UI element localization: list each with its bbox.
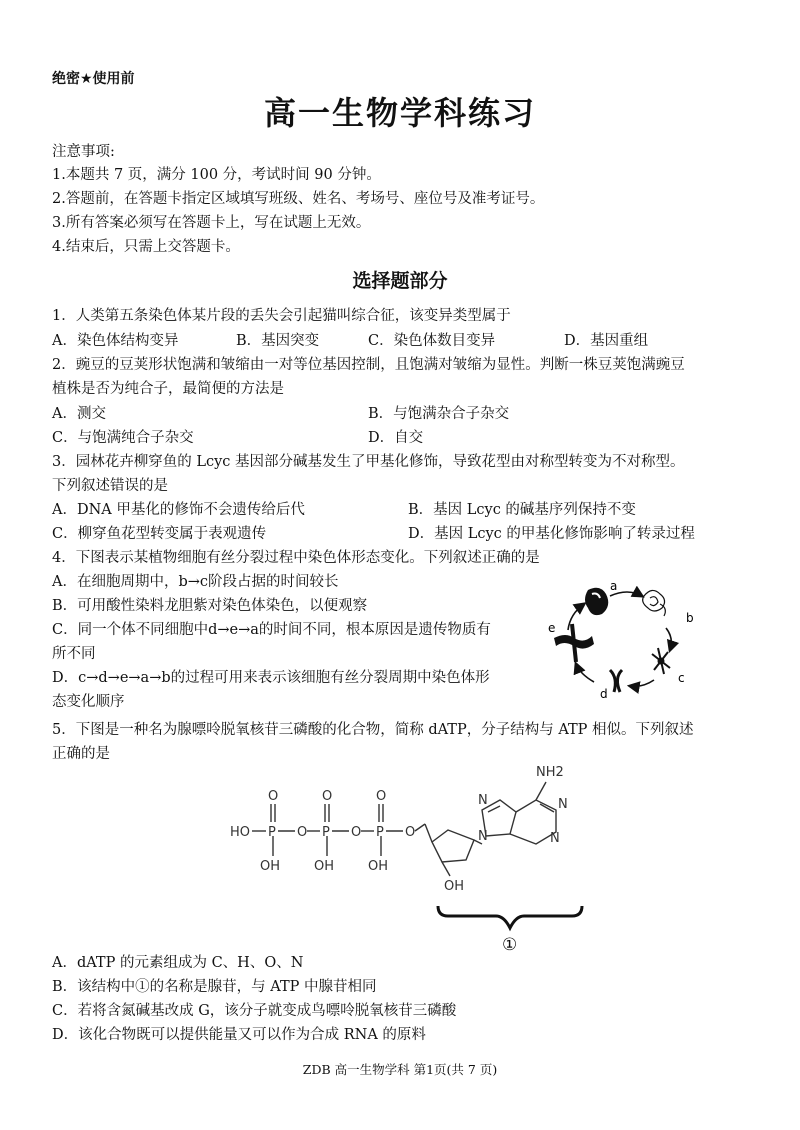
chromosome-e-shape [554, 624, 594, 662]
figure-label-d: d [600, 687, 608, 701]
question-5-option-d: D．该化合物既可以提供能量又可以作为合成 RNA 的原料 [52, 1027, 426, 1043]
question-4-option-c: 所不同 [52, 646, 96, 662]
molecule-text: HO [230, 825, 251, 840]
molecule-text: O [268, 789, 279, 804]
question-4-option-b: B．可用酸性染料龙胆紫对染色体染色，以便观察 [52, 598, 368, 614]
figure-label-c: c [678, 671, 685, 685]
question-4-stem: 4．下图表示某植物细胞有丝分裂过程中染色体形态变化。下列叙述正确的是 [52, 550, 540, 566]
question-5-option-b: B．该结构中①的名称是腺苷，与 ATP 中腺苷相同 [52, 979, 377, 995]
molecule-text: O [405, 825, 416, 840]
figure-label-b: b [686, 611, 694, 625]
molecule-text: P [268, 825, 276, 840]
question-4-option-c: C．同一个体不同细胞中d→e→a的时间不同，根本原因是遗传物质有 [52, 622, 491, 638]
question-3-stem: 3．园林花卉柳穿鱼的 Lcyc 基因部分碱基发生了甲基化修饰，导致花型由对称型转变为不对称型。 [52, 454, 685, 470]
question-3-option-a: A．DNA 甲基化的修饰不会遗传给后代 [52, 502, 305, 518]
molecule-text: N [558, 797, 568, 812]
question-1-option-d: D．基因重组 [564, 333, 649, 349]
molecule-text: OH [444, 879, 465, 894]
question-1-option-c: C．染色体数目变异 [368, 333, 496, 349]
molecule-text: P [376, 825, 384, 840]
chromosome-d-shape [610, 670, 622, 692]
question-3-option-c: C．柳穿鱼花型转变属于表观遗传 [52, 526, 267, 542]
question-5-option-c: C．若将含氮碱基改成 G，该分子就变成鸟嘌呤脱氧核苷三磷酸 [52, 1003, 457, 1019]
molecule-text: O [322, 789, 333, 804]
question-5-option-a: A．dATP 的元素组成为 C、H、O、N [52, 955, 304, 971]
notice-item: 1.本题共 7 页，满分 100 分，考试时间 90 分钟。 [52, 167, 381, 183]
chromosome-a-shape [585, 588, 608, 615]
question-2-option-d: D．自交 [368, 430, 424, 446]
question-3-option-b: B．基因 Lcyc 的碱基序列保持不变 [408, 502, 636, 518]
brace-label: ① [502, 935, 518, 955]
question-5-stem: 5．下图是一种名为腺嘌呤脱氧核苷三磷酸的化合物，简称 dATP，分子结构与 ATP 相似。下列叙述 [52, 722, 694, 738]
page-footer: ZDB 高一生物学科 第1页(共 7 页) [302, 1062, 498, 1077]
molecule-text: OH [368, 859, 389, 874]
page-title: 高一生物学科练习 [263, 94, 536, 132]
figure-label-e: e [548, 621, 556, 635]
molecule-text: N [478, 793, 488, 808]
question-1-option-a: A．染色体结构变异 [52, 333, 179, 349]
notice-item: 3.所有答案必须写在答题卡上，写在试题上无效。 [52, 215, 371, 231]
question-4-option-d: D．c→d→e→a→b的过程可用来表示该细胞有丝分裂周期中染色体形 [52, 670, 490, 686]
question-4-option-d: 态变化顺序 [52, 694, 125, 710]
molecule-text: O [351, 825, 362, 840]
confidential-mark: 绝密★使用前 [52, 71, 135, 87]
question-3-stem: 下列叙述错误的是 [52, 478, 168, 494]
question-1-stem: 1．人类第五条染色体某片段的丢失会引起猫叫综合征，该变异类型属于 [52, 308, 511, 324]
chromosome-cycle-figure [548, 578, 718, 703]
question-3-option-d: D．基因 Lcyc 的甲基化修饰影响了转录过程 [408, 526, 695, 542]
datp-structure-figure [220, 760, 600, 960]
notice-heading: 注意事项: [52, 144, 115, 160]
chromosome-b-shape [643, 590, 666, 616]
molecule-text: OH [314, 859, 335, 874]
question-1-option-b: B．基因突变 [236, 333, 320, 349]
molecule-text: N [478, 829, 488, 844]
question-5-stem: 正确的是 [52, 746, 110, 762]
notice-item: 4.结束后，只需上交答题卡。 [52, 239, 240, 255]
question-2-stem: 2．豌豆的豆荚形状饱满和皱缩由一对等位基因控制，且饱满对皱缩为显性。判断一株豆荚饱满豌豆 [52, 357, 685, 373]
molecule-text: O [376, 789, 387, 804]
chromosome-c-shape [652, 648, 670, 674]
question-2-option-c: C．与饱满纯合子杂交 [52, 430, 194, 446]
molecule-text: OH [260, 859, 281, 874]
brace-shape [438, 906, 582, 928]
figure-label-a: a [610, 579, 618, 593]
molecule-text: O [297, 825, 308, 840]
question-2-option-a: A．测交 [52, 406, 106, 422]
question-2-option-b: B．与饱满杂合子杂交 [368, 406, 510, 422]
molecule-text: N [550, 831, 560, 846]
molecule-text: NH2 [536, 765, 564, 780]
question-4-option-a: A．在细胞周期中，b→c阶段占据的时间较长 [52, 574, 339, 590]
section-title: 选择题部分 [352, 270, 448, 292]
notice-item: 2.答题前，在答题卡指定区域填写班级、姓名、考场号、座位号及准考证号。 [52, 191, 545, 207]
molecule-text: P [322, 825, 330, 840]
question-2-stem: 植株是否为纯合子，最简便的方法是 [52, 381, 284, 397]
